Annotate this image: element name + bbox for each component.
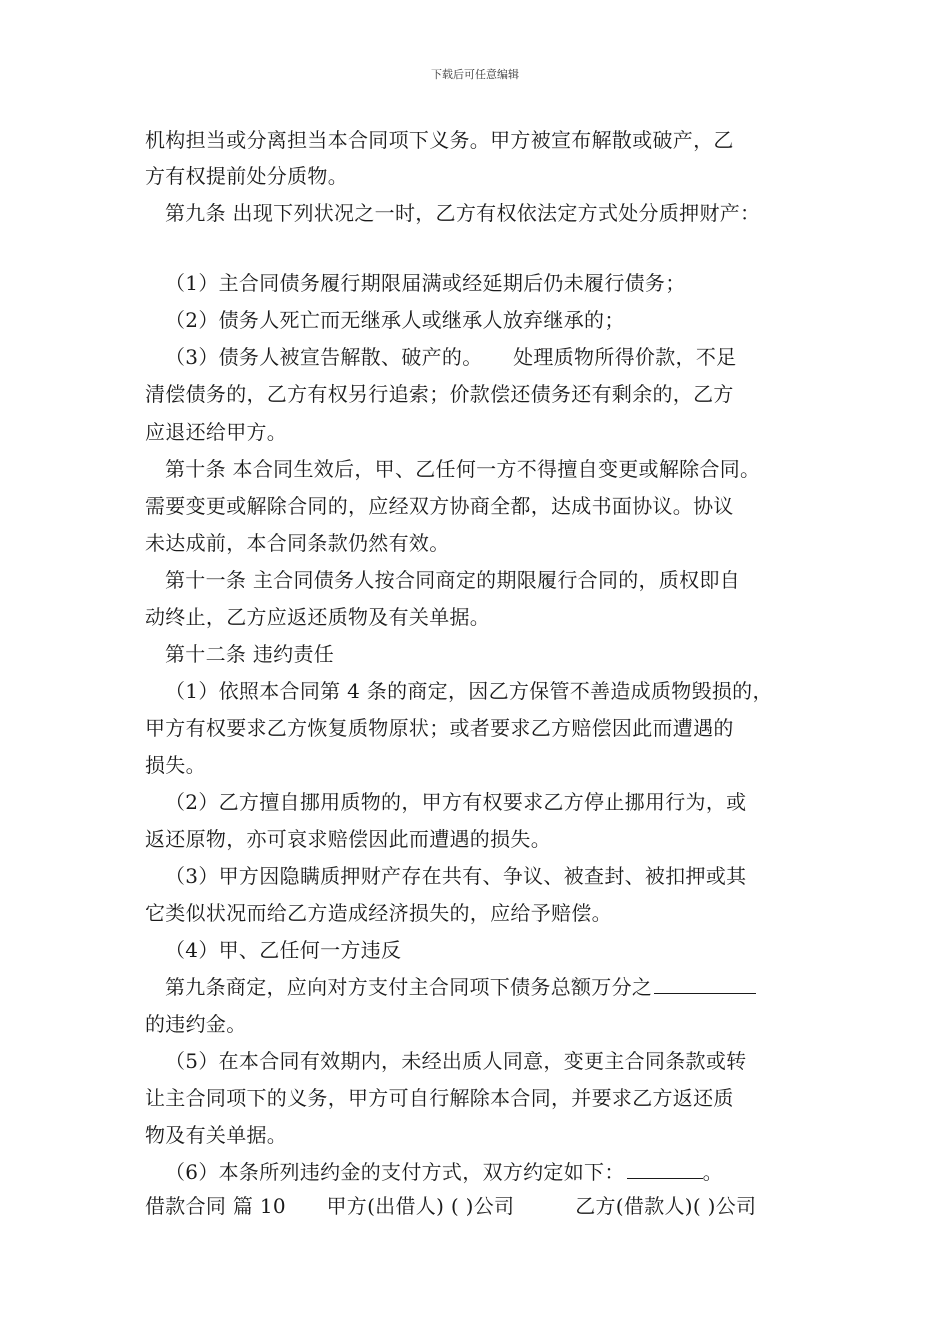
list-item: （3）甲方因隐瞒质押财产存在共有、争议、被查封、被扣押或其 <box>165 864 747 888</box>
text-line: 机构担当或分离担当本合同项下义务。甲方被宣布解散或破产，乙 <box>145 128 734 152</box>
text-line: 返还原物，亦可哀求赔偿因此而遭遇的损失。 <box>145 827 551 851</box>
text-line: 清偿债务的，乙方有权另行追索；价款偿还债务还有剩余的，乙方 <box>145 382 734 406</box>
list-item: （2）乙方擅自挪用质物的，甲方有权要求乙方停止挪用行为，或 <box>165 790 747 814</box>
text-line: 物及有关单据。 <box>145 1123 288 1147</box>
text-line: 未达成前，本合同条款仍然有效。 <box>145 531 450 555</box>
article-12-heading: 第十二条 违约责任 <box>165 642 335 666</box>
list-item: （2）债务人死亡而无继承人或继承人放弃继承的； <box>165 308 625 332</box>
list-item: （5）在本合同有效期内，未经出质人同意，变更主合同条款或转 <box>165 1049 747 1073</box>
text-line: 动终止，乙方应返还质物及有关单据。 <box>145 605 491 629</box>
list-item: （1）主合同债务履行期限届满或经延期后仍未履行债务； <box>165 271 686 295</box>
text-line: 需要变更或解除合同的，应经双方协商全都，达成书面协议。协议 <box>145 494 734 518</box>
article-9-heading: 第九条 出现下列状况之一时，乙方有权依法定方式处分质押财产： <box>165 201 761 225</box>
text-line: 让主合同项下的义务，甲方可自行解除本合同，并要求乙方返还质 <box>145 1086 734 1110</box>
list-item: （3）债务人被宣告解散、破产的。 处理质物所得价款，不足 <box>165 345 737 369</box>
article-10-heading: 第十条 本合同生效后，甲、乙任何一方不得擅自变更或解除合同。 <box>165 457 761 481</box>
text-line: 它类似状况而给乙方造成经济损失的，应给予赔偿。 <box>145 901 612 925</box>
text-line: 的违约金。 <box>145 1012 247 1036</box>
list-item: （1）依照本合同第 4 条的商定，因乙方保管不善造成质物毁损的， <box>165 679 773 703</box>
page-header: 下载后可任意编辑 <box>431 68 519 81</box>
text-segment: 第九条商定，应向对方支付主合同项下债务总额万分之 <box>165 975 653 999</box>
contract-title-line: 借款合同 篇 10 甲方(出借人) ( )公司 乙方(借款人)( )公司 <box>145 1194 757 1218</box>
text-line: 损失。 <box>145 753 206 777</box>
fill-in-blank[interactable] <box>627 1160 703 1179</box>
text-line: 方有权提前处分质物。 <box>145 164 348 188</box>
article-11-heading: 第十一条 主合同债务人按合同商定的期限履行合同的，质权即自 <box>165 568 741 592</box>
text-line: 应退还给甲方。 <box>145 420 288 444</box>
text-line-with-blank <box>165 975 756 999</box>
text-segment: （6）本条所列违约金的支付方式，双方约定如下： <box>165 1160 625 1184</box>
text-line: 甲方有权要求乙方恢复质物原状；或者要求乙方赔偿因此而遭遇的 <box>145 716 734 740</box>
list-item: （4）甲、乙任何一方违反 <box>165 938 402 962</box>
text-segment: 。 <box>702 1160 723 1184</box>
text-line-with-blank <box>165 1160 723 1184</box>
fill-in-blank[interactable] <box>654 975 756 994</box>
